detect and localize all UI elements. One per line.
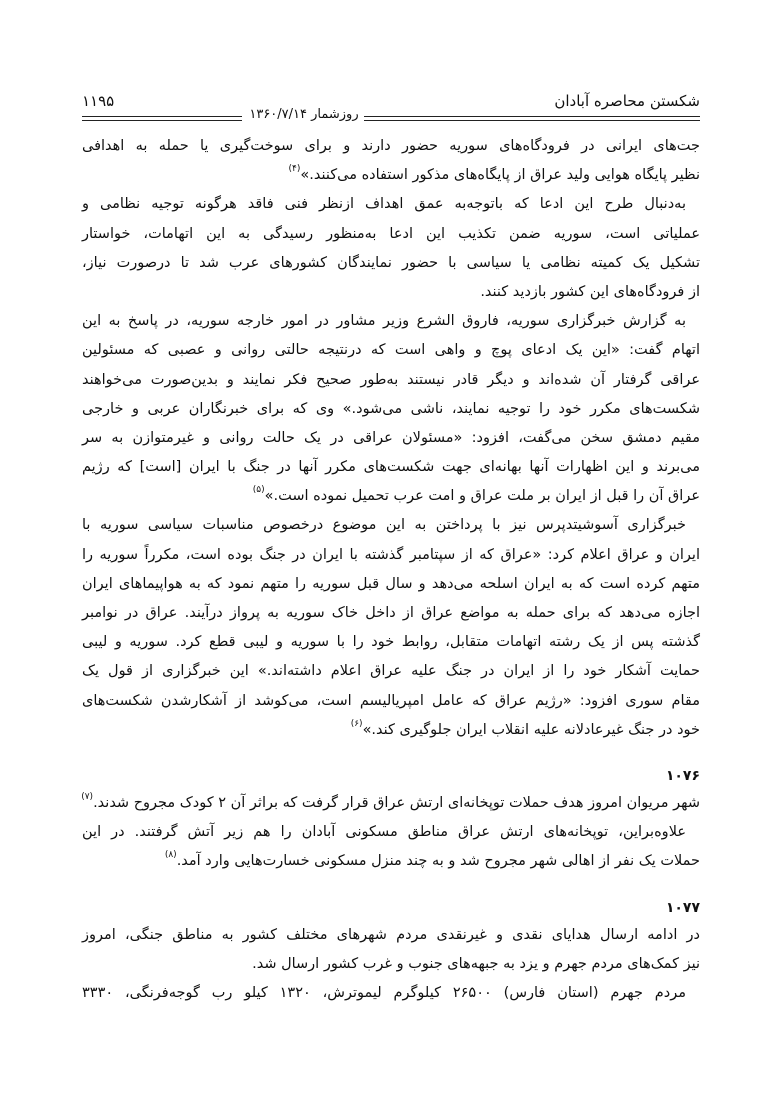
- text-line: [82, 307, 700, 336]
- text-line: [82, 395, 700, 424]
- footnote-marker: (۵): [252, 485, 265, 496]
- text-line: [82, 161, 700, 190]
- line-text: نیز کمک‌های مردم جهرم و یزد به جبهه‌های جنوب و غرب کشور ارسال شد.: [252, 955, 700, 972]
- line-text: عراقی گرفتار آن شده‌اند و دیگر قادر نیستند به‌طور صحیح فکر نمایند و بدین‌صورت می‌خواهند: [82, 371, 700, 388]
- text-line: [82, 190, 700, 219]
- page-number: ۱۱۹۵: [82, 92, 115, 110]
- line-text: نظیر پایگاه هوایی ولید عراق از پایگاه‌های مذکور استفاده می‌کنند.»: [300, 167, 700, 184]
- entry-1076-text: [82, 789, 700, 877]
- line-text: تشکیل یک کمیته نظامی یا سیاسی با حضور نمایندگان کشورهای عرب شد تا درصورت نیاز،: [82, 254, 700, 271]
- line-text: ایران و عراق اعلام کرد: «عراق که از سپتامبر گذشته با ایران در جنگ بوده است، مکرراً سوریه را: [82, 546, 700, 563]
- text-line: [82, 979, 700, 1008]
- text-line: [82, 950, 700, 979]
- text-line: [82, 424, 700, 453]
- text-line: [82, 716, 700, 745]
- line-text: مردم جهرم (استان فارس) ۲۶۵۰۰ کیلوگرم لیموترش، ۱۳۲۰ کیلو رب گوجه‌فرنگی، ۳۳۳۰: [82, 984, 686, 1001]
- text-line: [82, 482, 700, 511]
- line-text: عملیاتی است، سوریه ضمن تکذیب این ادعا به‌منظور رسیدگی به این اتهامات، خواستار: [82, 225, 700, 242]
- text-line: [82, 657, 700, 686]
- footnote-marker: (۴): [288, 164, 301, 175]
- footnote-marker: (۶): [350, 718, 363, 729]
- book-title: شکستن محاصره آبادان: [554, 92, 700, 110]
- text-line: [82, 336, 700, 365]
- text-line: [82, 132, 700, 161]
- text-line: [82, 366, 700, 395]
- line-text: حملات یک نفر از اهالی شهر مجروح شد و به چند منزل مسکونی خسارت‌هایی وارد آمد.: [176, 853, 700, 870]
- line-text: متهم کرده است که به ایران اسلحه می‌دهد و سال قبل سوریه را متهم نمود که به هواپیماهای ایران: [82, 575, 700, 592]
- footnote-marker: (۸): [164, 850, 177, 861]
- line-text: از فرودگاه‌های این کشور بازدید کنند.: [480, 283, 700, 300]
- section-continuation: [82, 132, 700, 745]
- text-line: [82, 453, 700, 482]
- line-text: مقیم دمشق سخن می‌گفت، افزود: «مسئولان عراقی در یک حالت روانی و غیرمتوازن به سر: [82, 429, 700, 446]
- line-text: می‌برند و این اظهارات آنها بهانه‌ای جهت شکست‌های مکرر آنها در جنگ با ایران [است] که رژیم: [82, 459, 700, 476]
- entry-number-1076: ۱۰۷۶: [665, 767, 700, 784]
- entry-number-1077: ۱۰۷۷: [665, 899, 700, 916]
- line-text: اتهام گفت: «این یک ادعای پوچ و واهی است که درنتیجه حالتی روانی و عصبی که مسئولین: [82, 342, 700, 359]
- text-line: [82, 511, 700, 540]
- text-line: [82, 818, 700, 847]
- running-header: [82, 92, 700, 122]
- text-line: [82, 628, 700, 657]
- entry-1077-text: [82, 921, 700, 1009]
- header-rule-right: [364, 116, 700, 121]
- text-line: [82, 570, 700, 599]
- header-rule-left: [82, 116, 242, 121]
- page-body: [82, 132, 700, 1008]
- line-text: مقام سوری افزود: «رژیم عراق که عامل امپریالیسم است، می‌کوشد از آشکارشدن شکست‌های: [82, 692, 700, 709]
- text-line: [82, 249, 700, 278]
- line-text: به گزارش خبرگزاری سوریه، فاروق الشرع وزیر مشاور در امور خارجه سوریه، در پاسخ به این: [82, 313, 686, 330]
- line-text: حمایت آشکار خود را از ایران در جنگ علیه عراق اعلام داشته‌اند.» این خبرگزاری از قول یک: [82, 663, 700, 680]
- line-text: علاوه‌براین، توپخانه‌های ارتش عراق مناطق مسکونی آبادان را هم زیر آتش گرفتند. در این: [82, 824, 686, 841]
- text-line: [82, 789, 700, 818]
- line-text: جت‌های ایرانی در فرودگاه‌های سوریه حضور دارند و برای سوخت‌گیری یا حمله به اهدافی: [82, 138, 700, 154]
- text-line: [82, 278, 700, 307]
- text-line: [82, 541, 700, 570]
- line-text: گذشته پس از یک رشته اتهامات متقابل، روابط خود را با سوریه و لیبی قطع کرد. سوریه و لیبی: [82, 634, 700, 651]
- text-line: [82, 687, 700, 716]
- text-line: [82, 921, 700, 950]
- line-text: شکست‌های مکرر خود را توجیه نمایند، ناشی می‌شود.» وی که برای خبرنگاران عربی و خارجی: [82, 400, 700, 417]
- text-line: [82, 220, 700, 249]
- line-text: به‌دنبال طرح این ادعا که باتوجه‌به عمق اهداف ازنظر فنی فاقد هرگونه توجیه نظامی و: [82, 196, 686, 213]
- line-text: در ادامه ارسال هدایای نقدی و غیرنقدی مردم شهرهای مختلف کشور به مناطق جنگی، امروز: [82, 926, 700, 943]
- footnote-marker: (۷): [81, 791, 94, 802]
- chronicle-date: روزشمار ۱۳۶۰/۷/۱۴: [249, 107, 359, 122]
- line-text: خود در جنگ غیرعادلانه علیه انقلاب ایران جلوگیری کند.»: [362, 721, 700, 738]
- line-text: اجازه می‌دهد که برای حمله به مواضع عراق از داخل خاک سوریه به پرواز درآیند. عراق در نوامبر: [82, 605, 700, 621]
- line-text: خبرگزاری آسوشیتدپرس نیز با پرداختن به این موضوع درخصوص مناسبات سیاسی سوریه با: [82, 517, 686, 534]
- text-line: [82, 599, 700, 628]
- text-line: [82, 847, 700, 876]
- line-text: شهر مریوان امروز هدف حملات توپخانه‌ای ارتش عراق قرار گرفت که براثر آن ۲ کودک مجروح شدند.: [93, 794, 700, 811]
- line-text: عراق آن را قبل از ایران بر ملت عراق و امت عرب تحمیل نموده است.»: [264, 488, 700, 505]
